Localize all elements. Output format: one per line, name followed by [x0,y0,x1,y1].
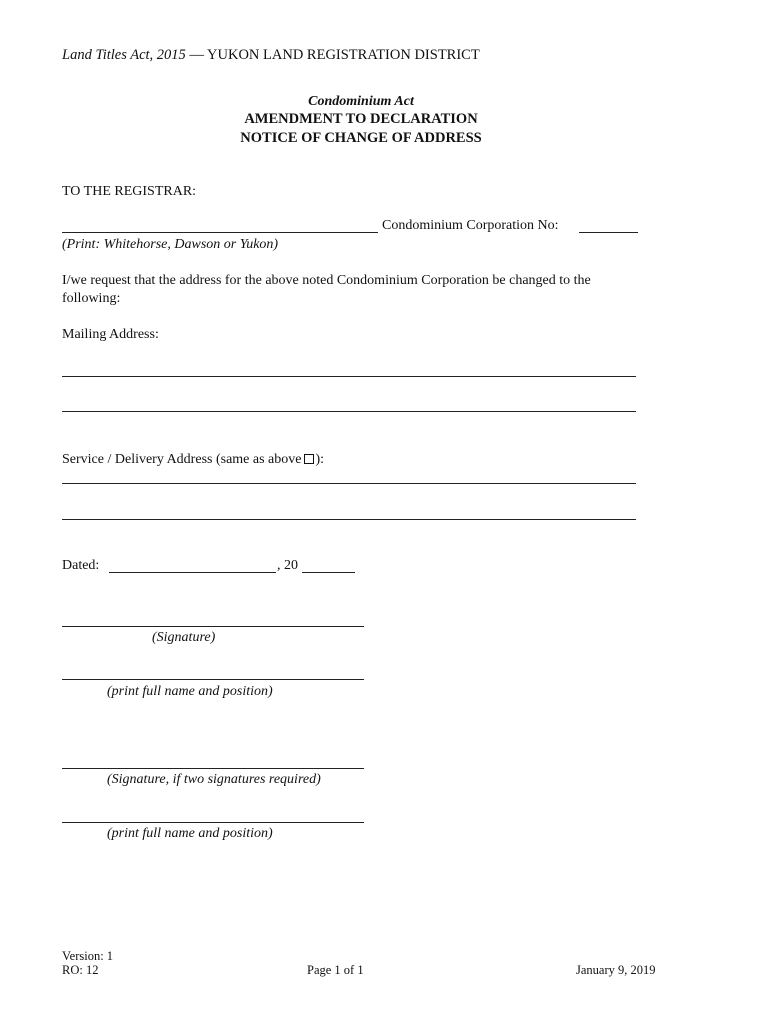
footer-date: January 9, 2019 [576,963,656,977]
dated-label: Dated: [62,558,100,573]
location-field[interactable] [62,232,378,233]
title-line-1: AMENDMENT TO DECLARATION [244,111,478,127]
registration-district: YUKON LAND REGISTRATION DISTRICT [207,47,480,63]
name-1-caption: (print full name and position) [107,684,273,699]
dated-year-prefix: , 20 [277,558,298,573]
signature-2-line[interactable] [62,768,364,769]
footer-page-number: Page 1 of 1 [307,963,364,977]
service-label-text: Service / Delivery Address (same as above [62,452,302,467]
service-label-end: ): [315,452,325,467]
corporation-number-field[interactable] [579,232,638,233]
title-act: Condominium Act [308,94,414,109]
dated-year-field[interactable] [302,572,355,573]
corporation-number-label: Condominium Corporation No: [382,218,559,233]
same-as-above-checkbox[interactable] [304,454,314,464]
mailing-address-label: Mailing Address: [62,327,159,342]
signature-1-line[interactable] [62,626,364,627]
act-name: Land Titles Act, 2015 [62,47,186,63]
title-line-2: NOTICE OF CHANGE OF ADDRESS [240,130,482,146]
mailing-address-line-1[interactable] [62,376,636,377]
form-header [62,47,480,64]
salutation: TO THE REGISTRAR: [62,184,197,199]
service-address-label [62,452,324,468]
signature-1-caption: (Signature) [152,630,216,645]
signature-2-caption: (Signature, if two signatures required) [107,772,321,787]
location-hint: (Print: Whitehorse, Dawson or Yukon) [62,237,279,252]
footer-version: Version: 1 [62,949,114,963]
request-text: I/we request that the address for the above noted Condominium Corporation be changed to the following: [62,273,591,306]
service-address-line-2[interactable] [62,519,636,520]
name-2-caption: (print full name and position) [107,826,273,841]
mailing-address-line-2[interactable] [62,411,636,412]
footer-ro: RO: 12 [62,963,99,977]
dated-day-field[interactable] [109,572,276,573]
header-separator: — [189,47,204,63]
name-2-line[interactable] [62,822,364,823]
service-address-line-1[interactable] [62,483,636,484]
name-1-line[interactable] [62,679,364,680]
